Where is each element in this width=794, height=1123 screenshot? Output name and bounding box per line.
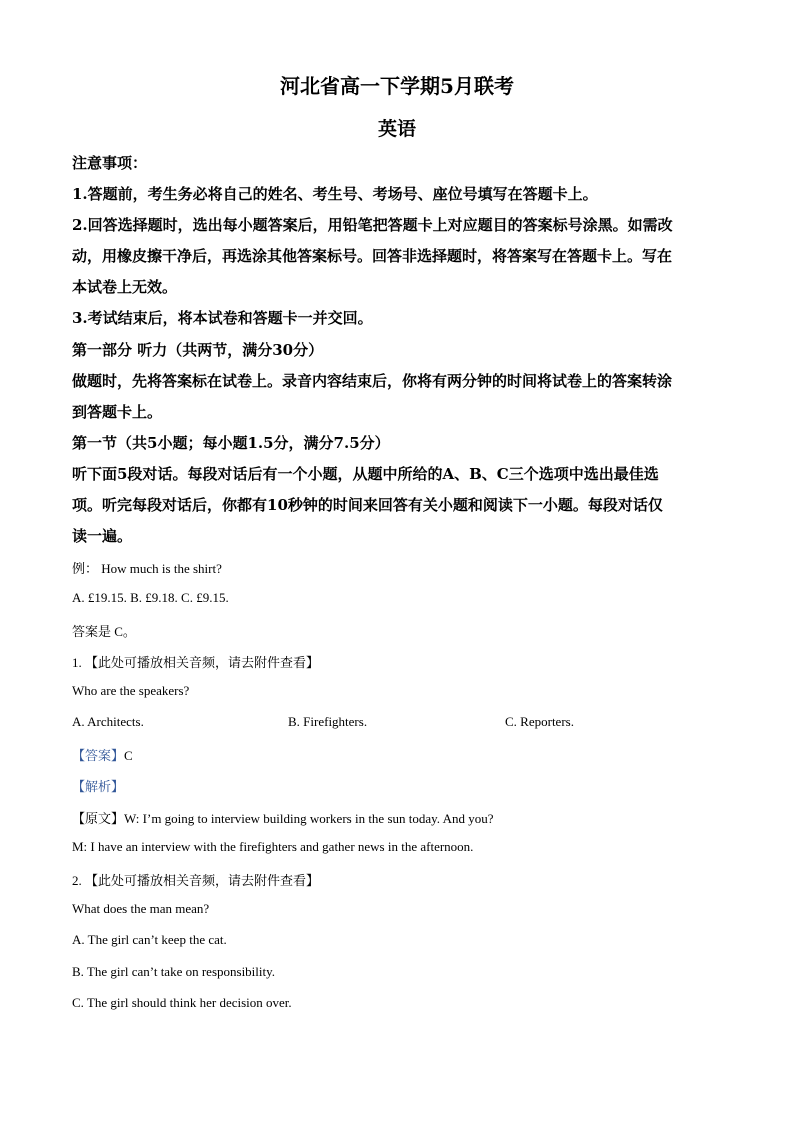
notice-heading: 注意事项： bbox=[72, 154, 148, 172]
notice-item-2-line-3: 本试卷上无效。 bbox=[72, 278, 178, 296]
section1-instruction-line-2: 项。听完每段对话后，你都有10秒钟的时间来回答有关小题和阅读下一小题。每段对话仅 bbox=[72, 496, 663, 514]
question-1-answer bbox=[72, 745, 133, 764]
question-2-option-b: B. The girl can’t take on responsibility. bbox=[72, 964, 276, 979]
answer-value: C bbox=[124, 748, 133, 763]
part1-instruction-line-1: 做题时，先将答案标在试卷上。录音内容结束后，你将有两分钟的时间将试卷上的答案转涂 bbox=[72, 372, 673, 390]
question-1-option-b: B. Firefighters. bbox=[288, 714, 368, 729]
question-2-option-a: A. The girl can’t keep the cat. bbox=[72, 932, 227, 947]
example-answer: 答案是 C。 bbox=[72, 624, 136, 639]
original-w-text: W: I’m going to interview building workers in the sun today. And you? bbox=[124, 811, 494, 826]
question-2-number: 2. 【此处可播放相关音频，请去附件查看】 bbox=[72, 873, 320, 888]
question-1-number: 1. 【此处可播放相关音频，请去附件查看】 bbox=[72, 655, 320, 670]
notice-item-1: 1.答题前，考生务必将自己的姓名、考生号、考场号、座位号填写在答题卡上。 bbox=[72, 185, 598, 203]
notice-item-2-line-2: 动，用橡皮擦干净后，再选涂其他答案标号。回答非选择题时，将答案写在答题卡上。写在 bbox=[72, 247, 673, 265]
example-question: 例： How much is the shirt? bbox=[72, 561, 222, 576]
question-1-option-a: A. Architects. bbox=[72, 714, 144, 729]
notice-item-2-line-1: 2.回答选择题时，选出每小题答案后，用铅笔把答题卡上对应题目的答案标号涂黑。如需改 bbox=[72, 216, 673, 234]
question-1-original-m: M: I have an interview with the firefighters and gather news in the afternoon. bbox=[72, 839, 474, 854]
question-1-option-c: C. Reporters. bbox=[505, 714, 574, 729]
subject-title: 英语 bbox=[377, 118, 416, 140]
exam-title: 河北省高一下学期5月联考 bbox=[280, 74, 514, 98]
section1-instruction-line-1: 听下面5段对话。每段对话后有一个小题，从题中所给的A、B、C三个选项中选出最佳选 bbox=[72, 465, 659, 483]
question-2-option-c: C. The girl should think her decision over. bbox=[72, 995, 292, 1010]
question-1-original-w bbox=[72, 808, 494, 827]
part1-instruction-line-2: 到答题卡上。 bbox=[72, 403, 163, 421]
notice-item-3: 3.考试结束后，将本试卷和答题卡一并交回。 bbox=[72, 309, 373, 327]
section1-heading: 第一节（共5小题；每小题1.5分，满分7.5分） bbox=[72, 434, 390, 452]
example-options: A. £19.15. B. £9.18. C. £9.15. bbox=[72, 590, 229, 605]
answer-tag: 【答案】 bbox=[72, 748, 125, 763]
question-2-text: What does the man mean? bbox=[72, 901, 210, 916]
part1-heading: 第一部分 听力（共两节，满分30分） bbox=[72, 341, 324, 359]
original-tag: 【原文】 bbox=[72, 811, 125, 826]
section1-instruction-line-3: 读一遍。 bbox=[72, 527, 133, 545]
question-1-analysis-tag: 【解析】 bbox=[72, 779, 125, 794]
question-1-text: Who are the speakers? bbox=[72, 683, 190, 698]
